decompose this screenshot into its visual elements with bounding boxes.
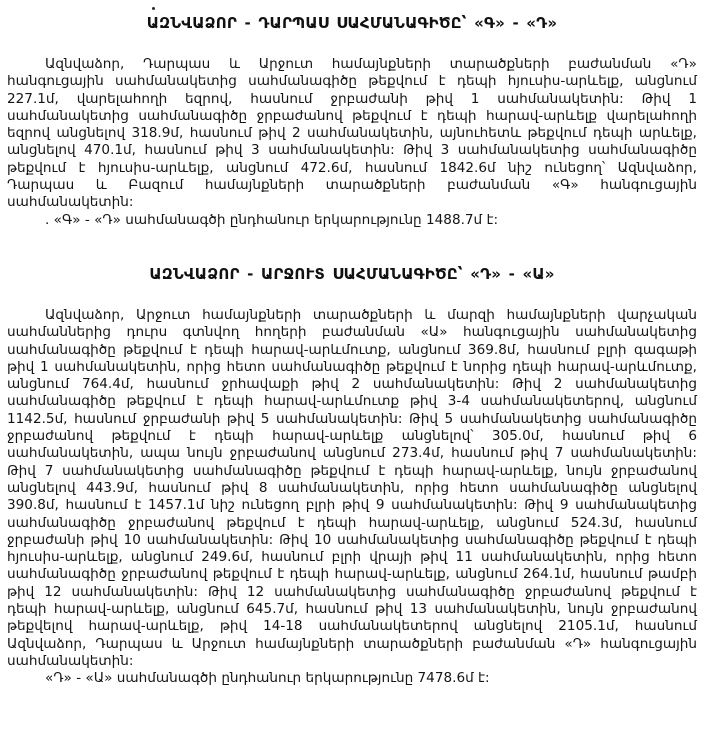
boundary-description-paragraph-g-d: Ազնվաձոր, Դարպաս և Արջուտ համայնքների տարածքների բաժանման «Դ» հանգուցային սահմանակետից սահմանագիծը թեքվում է դեպի հյուսիս-արևելք, անցնում 227.1մ, վարելահողի եզրով, հասնում ջրբաժանի թիվ 1 սահմանակետին: Թիվ 1 սահմանակետից սահմանագիծը ջրբաժանով թեքվում է դեպի հարավ-արևելք վարելահողի եզրով անցնելով 318.9մ, հասնում թիվ 2 սահմանակետին, այնուհետև թեքվում դեպի արևելք, անցնելով 470.1մ, հասնում թիվ 3 սահմանակետին: Թիվ 3 սահմանակետից սահմանագիծը թեքվում է հյուսիս-արևելք, անցնում 472.6մ, հասնում 1842.6մ նիշ ունեցող՝ Ազնվաձոր, Դարպաս և Բազում համայնքների տարածքների բաժանման «Գ» հանգուցային սահմանակետին:: [7, 56, 697, 211]
total-length-line-g-d: . «Գ» - «Դ» սահմանագծի ընդհանուր երկարությունը 1488.7մ է:: [45, 211, 499, 228]
section-title-aznvadzor-arjut: ԱԶՆՎԱՁՈՐ - ԱՐՋՈՒՏ ՍԱՀՄԱՆԱԳԻԾԸ՝ «Դ» - «Ա»: [149, 264, 555, 283]
total-length-line-d-a: «Դ» - «Ա» սահմանագծի ընդհանուր երկարությունը 7478.6մ է:: [45, 670, 490, 687]
section-title-aznvadzor-darpas: ԱԶՆՎԱՁՈՐ - ԴԱՐՊԱՍ ՍԱՀՄԱՆԱԳԻԾԸ՝ «Գ» - «Դ»: [146, 14, 558, 32]
boundary-description-paragraph-d-a: Ազնվաձոր, Արջուտ համայնքների տարածքների և մարզի համայնքների վարչական սահմաններից դուրս գտնվող հողերի բաժանման «Ա» հանգուցային սահմանակետից սահմանագիծը թեքվում է դեպի հարավ-արևմուտք, անցնում 369.8մ, հասնում բլրի գագաթի թիվ 1 սահմանակետին, որից հետո սահմանագիծը թեքվում է նորից դեպի հարավ-արևմուտք, անցնում 764.4մ, հասնում ջրհավաքի թիվ 2 սահմանակետին: Թիվ 2 սահմանակետից սահմանագիծը թեքվում է դեպի հարավ-արևմուտք թիվ 3-4 սահմանակետերով, անցնում 1142.5մ, հասնում ջրբաժանի թիվ 5 սահմանակետին: Թիվ 5 սահմանակետից սահմանագիծը ջրբաժանով թեքվում է դեպի հարավ-արևելք անցնելով՝ 305.0մ, հասնում թիվ 6 սահմանակետին, ապա նույն ջրբաժանով անցնում 273.4մ, հասնում թիվ 7 սահմանակետին: Թիվ 7 սահմանակետից սահմանագիծը թեքվում է դեպի հարավ-արևելք, նույն ջրբաժանով անցնելով 443.9մ, հասնում թիվ 8 սահմանակետին, որից հետո սահմանագիծը անցնելով 390.8մ, հասնում է 1457.1մ նիշ ունեցող բլրի թիվ 9 սահմանակետին: Թիվ 9 սահմանակետից սահմանագիծը ջրբաժանով թեքվում է դեպի հարավ-արևելք, անցնում 524.3մ, հասնում ջրբաժանի թիվ 10 սահմանակետին: Թիվ 10 սահմանակետից սահմանագիծը թեքվում է դեպի հյուսիս-արևելք, անցնում 249.6մ, հասնում բլրի վրայի թիվ 11 սահմանակետին, որից հետո սահմանագիծը ջրբաժանով թեքվում է դեպի հարավ-արևելք, անցնում 264.1մ, հասնում թամբի թիվ 12 սահմանակետին: Թիվ 12 սահմանակետից սահմանագիծը ջրբաժանով թեքվում է դեպի հարավ-արևելք, անցնում 645.7մ, հասնում թիվ 13 սահմանակետին, նույն ջրբաժանով թեքվելով հարավ-արևելք, թիվ 14-18 սահմանակետերով անցնելով 2105.1մ, հասնում Ազնվաձոր, Դարպաս և Արջուտ համայնքների տարածքների բաժանման «Դ» հանգուցային սահմանակետին:: [7, 306, 697, 669]
scan-artifact-dot: [152, 7, 155, 10]
